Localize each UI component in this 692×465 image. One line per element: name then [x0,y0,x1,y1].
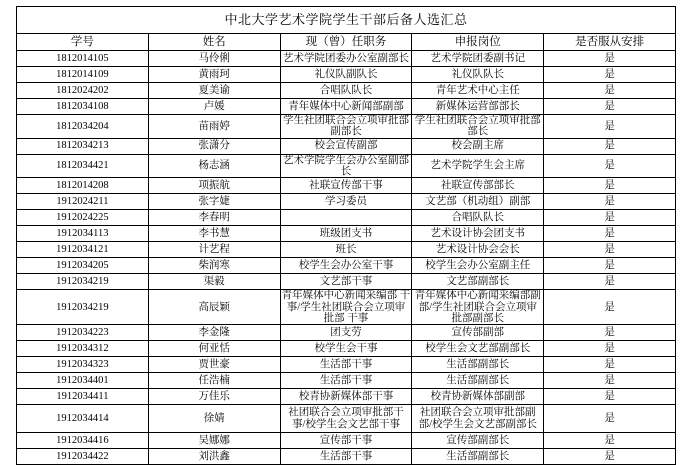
table-row [17,389,676,405]
cell-applied-position: 青年艺术中心主任 [412,83,544,99]
cell-name: 万佳乐 [148,389,280,405]
cell-applied-position: 新媒体运营部部长 [412,99,544,115]
cell-name: 徐婧 [148,405,280,433]
table-row [17,290,676,325]
cell-applied-position: 青年媒体中心新闻采编部副部/学生社团联合会立项审批部副部长 [412,290,544,325]
table-row [17,194,676,210]
cell-name: 李书慧 [148,226,280,242]
cell-applied-position: 礼仪队队长 [412,67,544,83]
cell-current-post: 学习委员 [280,194,412,210]
cell-student-id: 1912034205 [17,258,149,274]
cell-applied-position: 校青协新媒体部副部 [412,389,544,405]
cell-name: 黄雨珂 [148,67,280,83]
cell-applied-position: 学生社团联合会立项审批部部长 [412,115,544,139]
cell-name: 项振航 [148,178,280,194]
cell-current-post: 青年媒体中心新闻部副部 [280,99,412,115]
cell-student-id: 1912034416 [17,433,149,449]
cell-obey: 是 [544,226,676,242]
cell-name: 夏美谕 [148,83,280,99]
cell-current-post: 校学生会办公室干事 [280,258,412,274]
cell-current-post: 文艺部干事 [280,274,412,290]
cell-student-id: 1812014109 [17,67,149,83]
cell-obey: 是 [544,51,676,67]
cell-applied-position: 艺术学院团委副书记 [412,51,544,67]
cell-obey: 是 [544,290,676,325]
cell-applied-position: 校学生会文艺部副部长 [412,341,544,357]
cell-student-id: 1912034401 [17,373,149,389]
cell-student-id: 1912034323 [17,357,149,373]
cell-student-id: 1912034411 [17,389,149,405]
table-row [17,373,676,389]
cell-current-post: 校学生会干事 [280,341,412,357]
cell-applied-position: 合唱队队长 [412,210,544,226]
table-row [17,405,676,433]
table-title-row [17,7,676,34]
table-row [17,67,676,83]
cell-name: 刘洪鑫 [148,449,280,465]
table-row [17,154,676,178]
cell-applied-position: 艺术学院学生会主席 [412,154,544,178]
cell-obey: 是 [544,325,676,341]
table-row [17,226,676,242]
table-row [17,357,676,373]
cell-student-id: 1912034422 [17,449,149,465]
cell-current-post: 社联宣传部干事 [280,178,412,194]
cell-current-post: 生活部干事 [280,449,412,465]
table-row [17,258,676,274]
cell-obey: 是 [544,99,676,115]
cell-name: 苗雨婷 [148,115,280,139]
cell-obey: 是 [544,154,676,178]
cell-name: 何亚恬 [148,341,280,357]
roster-table [16,6,676,465]
cell-obey: 是 [544,373,676,389]
cell-student-id: 1812014105 [17,51,149,67]
cell-current-post: 团支劳 [280,325,412,341]
cell-applied-position: 生活部副部长 [412,373,544,389]
cell-obey: 是 [544,194,676,210]
column-header-applied-position: 申报岗位 [412,34,544,51]
cell-applied-position: 文艺部（机动组）副部 [412,194,544,210]
cell-current-post: 班级团支书 [280,226,412,242]
cell-applied-position: 艺术设计协会团支书 [412,226,544,242]
table-row [17,449,676,465]
cell-name: 高辰颖 [148,290,280,325]
cell-current-post: 合唱队队长 [280,83,412,99]
cell-applied-position: 社联宣传部部长 [412,178,544,194]
cell-current-post: 社团联合会立项审批部干事/校学生会文艺部干事 [280,405,412,433]
cell-student-id: 1912024225 [17,210,149,226]
table-header-row [17,34,676,51]
cell-student-id: 1912024211 [17,194,149,210]
cell-name: 李金隆 [148,325,280,341]
cell-obey: 是 [544,357,676,373]
cell-student-id: 1812034421 [17,154,149,178]
cell-current-post: 艺术学院团委办公室副部长 [280,51,412,67]
table-row [17,83,676,99]
table-row [17,51,676,67]
cell-obey: 是 [544,341,676,357]
table-row [17,433,676,449]
cell-student-id: 1812034108 [17,99,149,115]
cell-obey: 是 [544,210,676,226]
cell-applied-position: 宣传部副部长 [412,433,544,449]
cell-student-id: 1912034414 [17,405,149,433]
cell-current-post: 学生社团联合会立项审批部副部长 [280,115,412,139]
column-header-current-post: 现（曾）任职务 [280,34,412,51]
cell-obey: 是 [544,405,676,433]
cell-obey: 是 [544,178,676,194]
cell-name: 卢媛 [148,99,280,115]
cell-name: 吴娜娜 [148,433,280,449]
cell-name: 计艺程 [148,242,280,258]
cell-current-post: 礼仪队副队长 [280,67,412,83]
cell-current-post [280,210,412,226]
table-row [17,341,676,357]
table-row [17,242,676,258]
table-row [17,325,676,341]
cell-student-id: 1912034219 [17,274,149,290]
page-title: 中北大学艺术学院学生干部后备人选汇总 [17,7,676,34]
column-header-name: 姓名 [148,34,280,51]
cell-name: 贾世豪 [148,357,280,373]
cell-applied-position: 社团联合会立项审批部副部/校学生会文艺部副部长 [412,405,544,433]
cell-student-id: 1812034204 [17,115,149,139]
cell-obey: 是 [544,67,676,83]
cell-student-id: 1912034312 [17,341,149,357]
cell-obey: 是 [544,115,676,139]
cell-current-post: 生活部干事 [280,357,412,373]
cell-obey: 是 [544,83,676,99]
column-header-obey: 是否服从安排 [544,34,676,51]
cell-applied-position: 校学生会办公室副主任 [412,258,544,274]
cell-name: 张潇分 [148,138,280,154]
cell-obey: 是 [544,258,676,274]
cell-name: 柴润寒 [148,258,280,274]
cell-student-id: 1912034113 [17,226,149,242]
cell-obey: 是 [544,449,676,465]
cell-obey: 是 [544,138,676,154]
cell-student-id: 1812024202 [17,83,149,99]
cell-obey: 是 [544,389,676,405]
cell-current-post: 宣传部干事 [280,433,412,449]
cell-name: 张字婕 [148,194,280,210]
column-header-student-id: 学号 [17,34,149,51]
cell-name: 李春明 [148,210,280,226]
cell-current-post: 校会宣传副部 [280,138,412,154]
table-row [17,99,676,115]
table-row [17,138,676,154]
cell-current-post: 青年媒体中心新闻采编部 干事/学生社团联合会立项审批部 干事 [281,290,411,324]
cell-student-id: 1912034121 [17,242,149,258]
cell-current-post: 校青协新媒体部干事 [280,389,412,405]
table-row [17,178,676,194]
cell-student-id: 1812014208 [17,178,149,194]
cell-applied-position: 生活部副部长 [412,449,544,465]
cell-current-post: 艺术学院学生会办公室副部长 [280,154,412,178]
cell-student-id: 1812034213 [17,138,149,154]
table-row [17,210,676,226]
cell-current-post: 班长 [280,242,412,258]
cell-student-id: 1912034223 [17,325,149,341]
cell-applied-position: 宣传部副部 [412,325,544,341]
cell-obey: 是 [544,242,676,258]
cell-applied-position: 艺术设计协会会长 [412,242,544,258]
cell-current-post: 生活部干事 [280,373,412,389]
cell-applied-position: 校会副主席 [412,138,544,154]
cell-obey: 是 [544,274,676,290]
table-row [17,115,676,139]
cell-student-id: 1912034219 [17,290,149,325]
cell-applied-position: 生活部副部长 [412,357,544,373]
cell-obey: 是 [544,433,676,449]
cell-name: 任浩楠 [148,373,280,389]
cell-name: 马伶俐 [148,51,280,67]
cell-applied-position: 文艺部副部长 [412,274,544,290]
cell-name: 杨志涵 [148,154,280,178]
table-row [17,274,676,290]
cell-name: 渠毅 [148,274,280,290]
